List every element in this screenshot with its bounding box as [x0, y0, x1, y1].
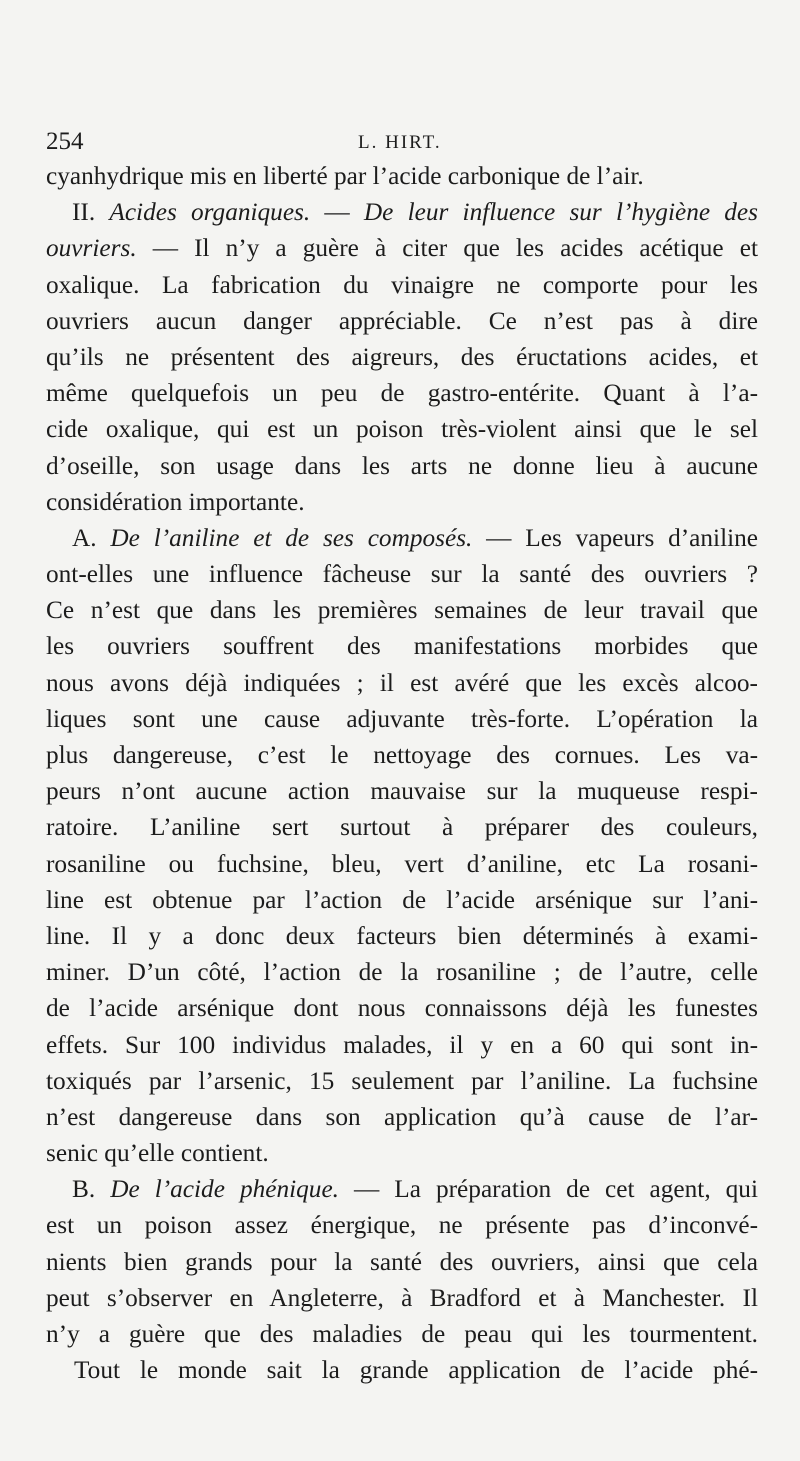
text-line: line. Il y a donc deux facteurs bien déterminés à exami-: [46, 921, 758, 950]
text-line: ont-elles une influence fâcheuse sur la santé des ouvriers ?: [46, 560, 758, 589]
text-line: B. De l’acide phénique. — La préparation de cet agent, qui: [72, 1175, 758, 1204]
text-line: cide oxalique, qui est un poison très-violent ainsi que le sel: [46, 415, 758, 444]
text-line: oxalique. La fabrication du vinaigre ne comporte pour les: [46, 270, 758, 299]
text-line: liques sont une cause adjuvante très-forte. L’opération la: [46, 704, 758, 733]
text-line: peurs n’ont aucune action mauvaise sur la muqueuse respi-: [46, 777, 758, 806]
page-number: 254: [46, 128, 84, 155]
text-line: line est obtenue par l’action de l’acide arsénique sur l’ani-: [46, 885, 758, 914]
text-line: Tout le monde sait la grande application de l’acide phé-: [74, 1356, 758, 1385]
text-line: plus dangereuse, c’est le nettoyage des cornues. Les va-: [46, 741, 758, 769]
text-line: les ouvriers souffrent des manifestations morbides que: [46, 632, 758, 661]
text-line: A. De l’aniline et de ses composés. — Les vapeurs d’aniline: [72, 523, 758, 552]
text-line: senic qu’elle contient.: [46, 1139, 269, 1168]
text-line: II. Acides organiques. — De leur influence sur l’hygiène des: [72, 198, 758, 227]
text-line: même quelquefois un peu de gastro-entérite. Quant à l’a-: [46, 379, 758, 408]
text-line: toxiqués par l’arsenic, 15 seulement par l’aniline. La fuchsine: [46, 1066, 758, 1095]
text-line: cyanhydrique mis en liberté par l’acide carbonique de l’air.: [46, 162, 644, 190]
text-line: Ce n’est que dans les premières semaines de leur travail que: [46, 596, 758, 625]
text-line: nients bien grands pour la santé des ouvriers, ainsi que cela: [46, 1247, 758, 1276]
text-line: nous avons déjà indiquées ; il est avéré que les excès alcoo-: [46, 668, 758, 697]
text-line: effets. Sur 100 individus malades, il y en a 60 qui sont in-: [46, 1030, 758, 1059]
text-line: miner. D’un côté, l’action de la rosaniline ; de l’autre, celle: [46, 958, 758, 987]
text-line: peut s’observer en Angleterre, à Bradford et à Manchester. Il: [46, 1283, 758, 1312]
text-line: de l’acide arsénique dont nous connaissons déjà les funestes: [46, 994, 758, 1023]
text-line: ouvriers. — Il n’y a guère à citer que les acides acétique et: [46, 234, 758, 263]
text-line: ratoire. L’aniline sert surtout à préparer des couleurs,: [46, 813, 758, 842]
text-line: d’oseille, son usage dans les arts ne donne lieu à aucune: [46, 451, 758, 480]
text-line: rosaniline ou fuchsine, bleu, vert d’aniline, etc La rosani-: [46, 849, 758, 878]
text-line: ouvriers aucun danger appréciable. Ce n’est pas à dire: [46, 306, 758, 335]
text-line: est un poison assez énergique, ne présente pas d’inconvé-: [46, 1211, 758, 1240]
text-line: n’est dangereuse dans son application qu’à cause de l’ar-: [46, 1102, 758, 1131]
body-text: [46, 158, 758, 1388]
text-line: considération importante.: [46, 487, 305, 516]
text-line: n’y a guère que des maladies de peau qui les tourmentent.: [46, 1320, 758, 1348]
text-line: qu’ils ne présentent des aigreurs, des éructations acides, et: [46, 342, 758, 371]
running-head: L. HIRT.: [358, 132, 442, 153]
